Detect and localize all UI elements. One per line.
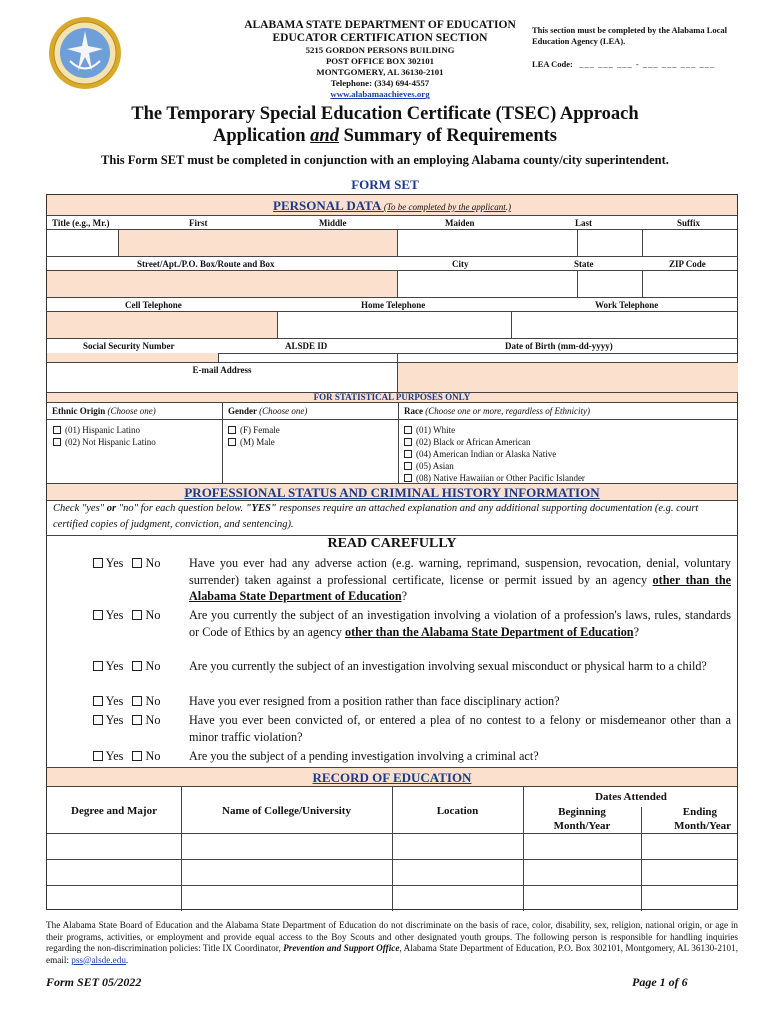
question-3 [93,658,733,692]
checkbox[interactable] [53,426,61,434]
ending-header: Ending Month/Year [674,806,731,832]
checkbox[interactable] [404,438,412,446]
no-checkbox[interactable] [132,558,142,568]
first-label: First [189,218,208,228]
address-line-2: POST OFFICE BOX 302101 [325,56,435,67]
form-id: Form SET 05/2022 [46,975,142,989]
yes-checkbox[interactable] [93,696,103,706]
dob-field[interactable] [398,353,738,363]
ssn-label: Social Security Number [83,341,175,351]
checkbox[interactable] [404,474,412,482]
checkbox[interactable] [228,426,236,434]
dept-name: ALABAMA STATE DEPARTMENT OF EDUCATION [244,19,516,31]
lea-code-label: LEA Code: [532,59,573,70]
checkbox[interactable] [404,426,412,434]
question-5-text: Have you ever been convicted of, or entered a plea of no contest to a felony or misdemeanor other than a minor traffic violation? [189,713,731,744]
no-checkbox[interactable] [132,661,142,671]
no-checkbox[interactable] [132,751,142,761]
title-line-1: The Temporary Special Education Certificate (TSEC) Approach [131,104,639,124]
last-label: Last [575,218,593,228]
race-option-04[interactable]: (04) American Indian or Alaska Native [404,448,585,460]
home-phone-field[interactable] [278,312,512,339]
question-5 [93,712,733,746]
email-field[interactable] [398,363,738,393]
personal-data-heading: PERSONAL DATA (To be completed by the applicant.) [273,198,511,213]
address-label-row [47,257,737,271]
gender-option-male[interactable]: (M) Male [228,436,280,448]
yes-checkbox[interactable] [93,751,103,761]
question-4-text: Have you ever resigned from a position rather than face disciplinary action? [189,694,560,708]
telephone: Telephone: (334) 694-4557 [330,78,430,89]
lea-section [532,25,752,70]
street-label: Street/Apt./P.O. Box/Route and Box [137,259,275,269]
yes-checkbox[interactable] [93,610,103,620]
title-label: Title (e.g., Mr.) [52,218,110,228]
college-header: Name of College/University [222,805,351,817]
checkbox[interactable] [404,462,412,470]
form-set-label: FORM SET [351,177,419,192]
no-checkbox[interactable] [132,696,142,706]
gender-option-female[interactable]: (F) Female [228,424,280,436]
personal-data-band [47,195,737,216]
first-middle-field[interactable] [119,230,398,257]
home-phone-label: Home Telephone [361,300,426,310]
state-label: State [574,259,594,269]
lea-code-field[interactable]: ___ ___ ___ - ___ ___ ___ ___ [579,59,716,70]
form-subnote: This Form SET must be completed in conjunction with an employing Alabama county/city superintendent. [101,153,669,167]
education-heading: RECORD OF EDUCATION [312,770,472,785]
work-phone-field[interactable] [512,312,738,339]
education-row[interactable] [47,833,739,859]
middle-label: Middle [319,218,347,228]
suffix-field[interactable] [643,230,738,257]
city-field[interactable] [398,271,578,298]
zip-field[interactable] [643,271,738,298]
cell-phone-field[interactable] [47,312,278,339]
form-frame [46,194,738,910]
question-5-choices: Yes No [93,712,193,729]
section-name: EDUCATOR CERTIFICATION SECTION [272,32,488,45]
id-label-row [47,339,737,353]
cell-phone-label: Cell Telephone [125,300,182,310]
question-6-text: Are you the subject of a pending investigation involving a criminal act? [189,749,539,763]
dates-attended-header: Dates Attended [595,791,667,803]
email-label-cell [47,363,398,393]
location-header: Location [436,805,479,817]
alsde-id-field[interactable] [219,353,398,363]
state-seal-icon [48,16,122,90]
ethnic-option-02[interactable]: (02) Not Hispanic Latino [53,436,156,448]
non-discrimination-notice: The Alabama State Board of Education and the Alabama State Department of Education do not discriminate on the basis of race, color, disability, sex, religion, national origin, or age in their programs, activities, or employment and provide equal access to the Boy Scouts and other designated youth groups. The following person is responsible for handling inquiries regarding the non-discrimination policies: Title IX Coordinator, Prevention and Support Office, Alabama State Department of Education, P.O. Box 302101, Montgomery, AL 36130-2101, email: pss@alsde.edu. [46,920,739,965]
professional-heading: PROFESSIONAL STATUS AND CRIMINAL HISTORY INFORMATION [184,485,600,500]
read-carefully-heading: READ CAREFULLY [327,536,457,551]
race-option-01[interactable]: (01) White [404,424,585,436]
question-2-text: Are you currently the subject of an investigation involving a violation of a profession's laws, rules, standards or Code of Ethics by an agency other than the Alabama State Department of Education? [189,608,731,639]
checkbox[interactable] [53,438,61,446]
race-option-05[interactable]: (05) Asian [404,460,585,472]
title-line-2: Application and Summary of Requirements [213,126,557,146]
suffix-label: Suffix [677,218,701,228]
checkbox[interactable] [228,438,236,446]
race-title: Race (Choose one or more, regardless of Ethnicity) [404,406,590,416]
agency-header [225,19,535,100]
yes-checkbox[interactable] [93,558,103,568]
question-3-text: Are you currently the subject of an investigation involving sexual misconduct or physical harm to a child? [189,659,707,673]
email-label: E-mail Address [192,365,252,375]
race-option-08[interactable]: (08) Native Hawaiian or Other Pacific Islander [404,472,585,484]
no-checkbox[interactable] [132,610,142,620]
address-line-3: MONTGOMERY, AL 36130-2101 [316,67,444,78]
degree-header: Degree and Major [71,805,157,817]
professional-instructions: Check "yes" or "no" for each question below. "YES" responses require an attached explanation and any additional supporting documentation (e.g. court certified copies of judgment, conviction, and sentencing). [53,503,699,530]
stats-heading: FOR STATISTICAL PURPOSES ONLY [313,392,471,402]
race-option-02[interactable]: (02) Black or African American [404,436,585,448]
beginning-header: Beginning Month/Year [553,806,611,832]
lea-note: This section must be completed by the Alabama Local Education Agency (LEA). [532,25,728,47]
question-4-choices: Yes No [93,693,193,710]
yes-checkbox[interactable] [93,661,103,671]
question-1 [93,555,733,605]
question-2 [93,607,733,657]
last-field[interactable] [578,230,643,257]
maiden-field[interactable] [398,230,578,257]
question-4 [93,693,733,710]
phone-label-row [47,298,737,312]
maiden-label: Maiden [445,218,475,228]
email-link[interactable]: pss@alsde.edu [71,954,126,965]
gender-options [228,424,280,448]
page-number: Page 1 of 6 [632,975,688,989]
address-line-1: 5215 GORDON PERSONS BUILDING [305,45,455,56]
yes-checkbox[interactable] [93,715,103,725]
street-field[interactable] [47,271,398,298]
alsde-id-label: ALSDE ID [285,341,328,351]
ethnic-option-01[interactable]: (01) Hispanic Latino [53,424,156,436]
work-phone-label: Work Telephone [595,300,659,310]
state-field[interactable] [578,271,643,298]
education-row[interactable] [47,859,739,885]
city-label: City [452,259,469,269]
title-field[interactable] [47,230,119,257]
education-row[interactable] [47,885,739,911]
no-checkbox[interactable] [132,715,142,725]
question-2-choices: Yes No [93,607,193,624]
gender-title: Gender (Choose one) [228,406,308,416]
question-1-text: Have you ever had any adverse action (e.g. warning, reprimand, suspension, revocation, denial, voluntary surrender) taken against a professional certificate, license or permit issued by an agency other than the Alabama State Department of Education? [189,556,732,603]
dob-label: Date of Birth (mm-dd-yyyy) [505,341,613,351]
professional-band [47,483,737,501]
ssn-field[interactable] [47,353,219,363]
ethnic-options [53,424,156,448]
name-label-row [47,216,737,230]
question-6-choices: Yes No [93,748,193,765]
race-options [404,424,585,484]
website-link[interactable]: www.alabamaachieves.org [330,89,430,100]
education-band [47,767,737,787]
checkbox[interactable] [404,450,412,458]
zip-label: ZIP Code [669,259,706,269]
stats-band [47,393,737,403]
ethnic-origin-title: Ethnic Origin (Choose one) [52,406,156,416]
question-6 [93,748,733,765]
question-1-choices: Yes No [93,555,193,572]
question-3-choices: Yes No [93,658,193,675]
